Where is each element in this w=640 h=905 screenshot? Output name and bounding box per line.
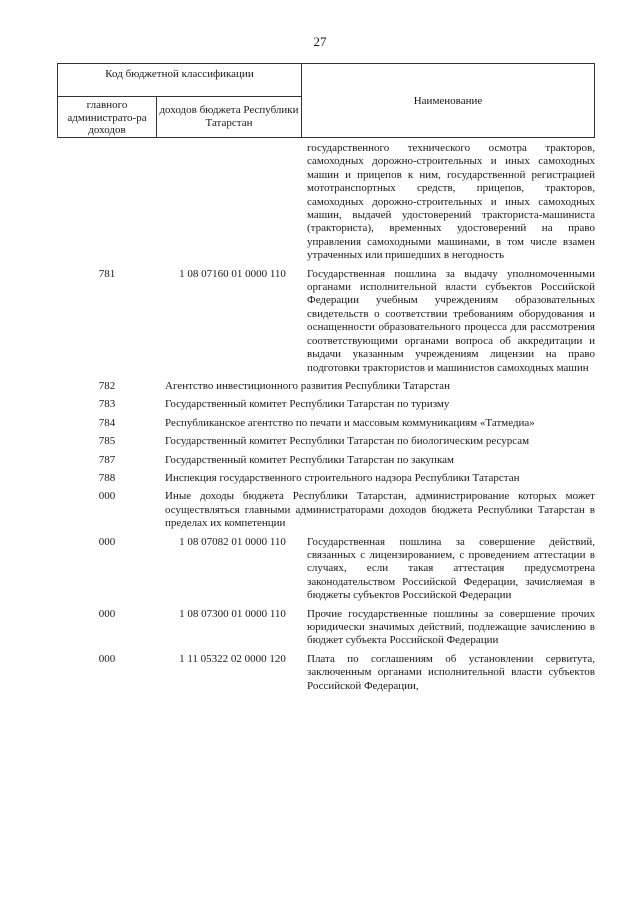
admin-code: 782 [98,379,116,392]
income-code: 1 08 07082 01 0000 110 [179,535,286,548]
admin-code: 000 [98,652,116,665]
admin-code: 787 [98,453,116,466]
header-name-column: Наименование [301,63,595,138]
income-code: 1 11 05322 02 0000 120 [179,652,286,665]
admin-code: 788 [98,471,116,484]
table-row [57,490,595,530]
admin-name: Республиканское агентство по печати и массовым коммуникациям «Татмедиа» [165,416,535,429]
table-row [57,142,595,263]
header-admin-column: главного администрато-ра доходов [57,96,157,138]
admin-code: 781 [98,267,116,280]
admin-name: Государственный комитет Республики Татарстан по закупкам [165,453,454,466]
table-row [57,398,595,411]
income-code: 1 08 07300 01 0000 110 [179,607,286,620]
table-row [57,608,595,648]
admin-name: Государственный комитет Республики Татарстан по биологическим ресурсам [165,435,530,448]
admin-code: 000 [98,490,116,503]
income-code: 1 08 07160 01 0000 110 [179,267,286,280]
income-name: Плата по соглашениям об установлении сервитута, заключенным органами исполнительной власти субъектов Российской Федерации, [307,652,595,692]
admin-code: 784 [98,416,116,429]
admin-name: Инспекция государственного строительного надзора Республики Татарстан [165,471,520,484]
table-row [57,454,595,467]
admin-code: 000 [98,535,116,548]
admin-name: Иные доходы бюджета Республики Татарстан, администрирование которых может осуществляться главными администраторами доходов бюджета Республики Татарстан в пределах их компетенции [165,490,595,530]
table-row [57,435,595,448]
table-row [57,380,595,393]
admin-name: Агентство инвестиционного развития Республики Татарстан [165,379,450,392]
admin-name: Государственный комитет Республики Татарстан по туризму [165,398,450,411]
income-name: Государственная пошлина за выдачу уполномоченными органами исполнительной власти субъектов Российской Федерации учебным учреждениям образовательных свидетельств о соответствии требованиям оборудования и оснащенности образовательного процесса для рассмотрения соответствующими органами вопроса об аккредитации и выдачи указанным учреждениям лицензии на право подготовки трактористов и машинистов самоходных машин [307,267,595,374]
table-row [57,653,595,693]
admin-code: 785 [98,435,116,448]
table-row [57,536,595,603]
header-income-column: доходов бюджета Республики Татарстан [156,96,302,138]
page-number: 27 [313,34,327,49]
income-name: Государственная пошлина за совершение действий, связанных с лицензированием, с проведением аттестации в случаях, если такая аттестация предусмотрена законодательством Российской Федерации, зачисляемая в бюджеты субъектов Российской Федерации [307,535,595,602]
table-row [57,417,595,430]
income-name: Прочие государственные пошлины за совершение прочих юридически значимых действий, подлежащие зачислению в бюджет субъекта Российской Федерации [307,607,595,647]
admin-code: 783 [98,398,116,411]
continuation-text: государственного технического осмотра тракторов, самоходных дорожно-строительных и иных самоходных машин и прицепов к ним, государственной регистрацией мототранспортных средств, прицепов, тракторов, самоходных дорожно-строительных и иных самоходных машин, выдачей удостоверений тракториста-машиниста (тракториста), временных удостоверений на право управления самоходными машинами, в том числе взамен утраченных или пришедших в негодность [307,142,595,262]
header-code-group: Код бюджетной классификации [57,63,302,97]
table-row [57,472,595,485]
table-row [57,268,595,375]
admin-code: 000 [98,607,116,620]
table-body [57,142,595,693]
